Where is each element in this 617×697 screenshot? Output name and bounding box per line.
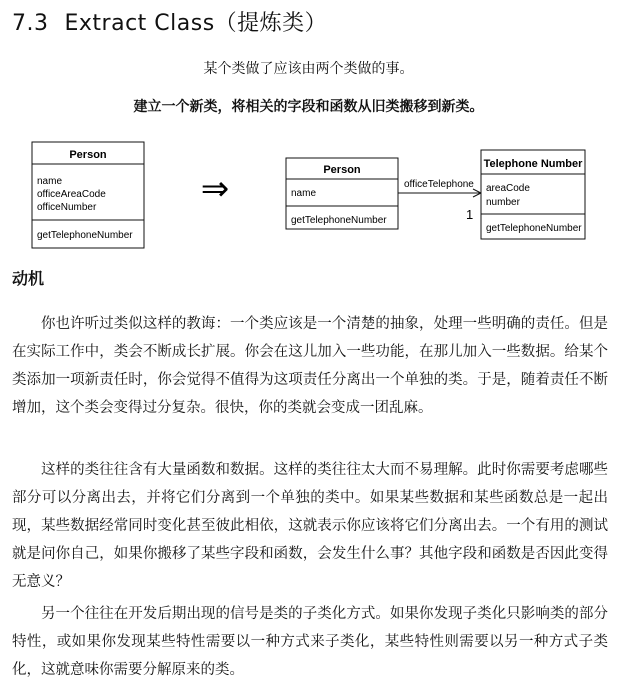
section-heading xyxy=(12,6,327,37)
association-role: officeTelephone xyxy=(404,179,474,190)
motivation-heading: 动机 xyxy=(12,269,45,288)
field: name xyxy=(291,188,317,199)
method: getTelephoneNumber xyxy=(37,230,133,241)
transform-arrow-icon: ⇒ xyxy=(200,169,230,209)
field: officeAreaCode xyxy=(37,189,106,200)
field: areaCode xyxy=(486,183,530,194)
class-name: Person xyxy=(323,164,361,176)
uml-class-telephone-number xyxy=(481,150,585,239)
association-multiplicity: 1 xyxy=(466,207,474,222)
class-name: Person xyxy=(69,149,107,161)
field: number xyxy=(486,197,520,208)
paragraph: 你也许听过类似这样的教诲：一个类应该是一个清楚的抽象，处理一些明确的责任。但是在实际工作中，类会不断成长扩展。你会在这儿加入一些功能，在那儿加入一些数据。给某个类添加一项新责任时，你会觉得不值得为这项责任分离出一个单独的类。于是，随着责任不断增加，这个类会变得过分复杂。很快，你的类就会变成一团乱麻。 xyxy=(12,316,608,416)
uml-class-person-before xyxy=(32,142,144,248)
method: getTelephoneNumber xyxy=(486,223,582,234)
paragraph: 这样的类往往含有大量函数和数据。这样的类往往太大而不易理解。此时你需要考虑哪些部分可以分离出去，并将它们分离到一个单独的类中。如果某些数据和某些函数总是一起出现，某些数据经常同时变化甚至彼此相依，这就表示你应该将它们分离出去。一个有用的测试就是问你自己，如果你搬移了某些字段和函数，会发生什么事？其他字段和函数是否因此变得无意义？ xyxy=(12,462,608,590)
uml-class-person-after xyxy=(286,158,398,229)
uml-diagram xyxy=(0,130,617,255)
refactoring-intent: 某个类做了应该由两个类做的事。 xyxy=(203,61,414,77)
field: officeNumber xyxy=(37,202,97,213)
section-title-text: Extract Class（提炼类） xyxy=(64,11,328,36)
refactoring-summary: 建立一个新类，将相关的字段和函数从旧类搬移到新类。 xyxy=(133,99,484,115)
class-name: Telephone Number xyxy=(483,158,583,170)
section-number: 7.3 xyxy=(12,11,49,36)
paragraph: 另一个往往在开发后期出现的信号是类的子类化方式。如果你发现子类化只影响类的部分特性，或如果你发现某些特性需要以一种方式来子类化，某些特性则需要以另一种方式子类化，这就意味你需要分解原来的类。 xyxy=(12,606,608,678)
uml-association xyxy=(398,179,481,222)
field: name xyxy=(37,176,63,187)
method: getTelephoneNumber xyxy=(291,215,387,226)
